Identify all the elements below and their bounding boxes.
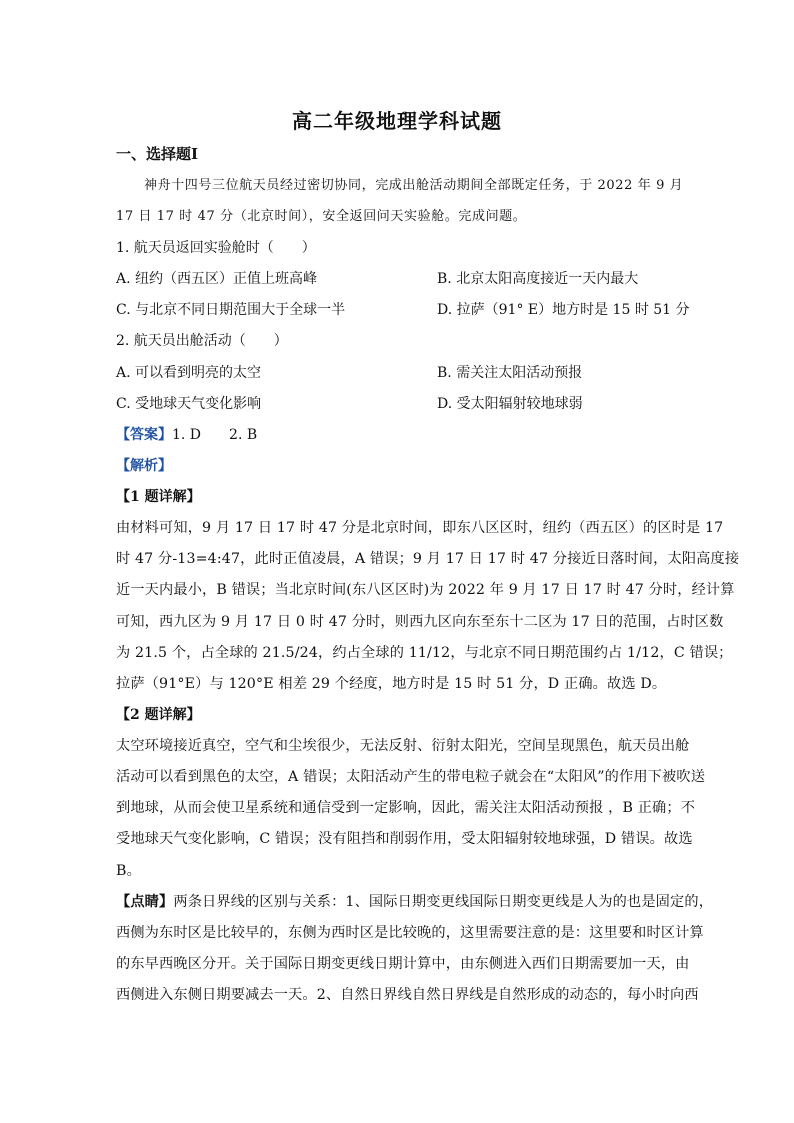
detail-1-label: 【1 题详解】 (116, 489, 201, 505)
material-line-1: 神舟十四号三位航天员经过密切协同，完成出舱活动期间全部既定任务，于 2022 年 9 月 (144, 178, 684, 193)
detail-1-line: 为 21.5 个，占全球的 21.5/24，约占全球的 11/12，与北京不同日期范围约占 1/12，C 错误； (116, 645, 733, 661)
detail-2-label: 【2 题详解】 (116, 707, 201, 723)
question-1-option-b: B. 北京太阳高度接近一天内最大 (437, 271, 639, 287)
question-1-option-a: A. 纽约（西五区）正值上班高峰 (116, 271, 318, 287)
question-1-stem: 1. 航天员返回实验舱时（ ） (116, 240, 316, 256)
answer-2: 2. B (229, 427, 258, 443)
detail-2-line: 受地球天气变化影响，C 错误；没有阻挡和削弱作用，受太阳辐射较地球强，D 错误。故选 (116, 831, 693, 847)
tip-label: 【点睛】 (116, 894, 174, 910)
detail-2-line: 太空环境接近真空，空气和尘埃很少，无法反射、衍射太阳光，空间呈现黑色，航天员出舱 (116, 738, 690, 754)
tip-line: 西侧为东时区是比较早的，东侧为西时区是比较晚的，这里需要注意的是：这里要和时区计算 (116, 925, 704, 941)
tip-line-first (116, 893, 714, 911)
question-2-option-d: D. 受太阳辐射较地球弱 (437, 396, 583, 412)
detail-2-line: 活动可以看到黑色的太空，A 错误；太阳活动产生的带电粒子就会在“太阳风”的作用下被吹送 (116, 769, 706, 785)
tip-line: 西侧进入东侧日期要减去一天。2、自然日界线自然日界线是自然形成的动态的，每小时向西 (116, 987, 699, 1003)
detail-2-line: 到地球，从而会使卫星系统和通信受到一定影响，因此，需关注太阳活动预报 ，B 正确；不 (116, 800, 696, 816)
detail-1-line: 拉萨（91°E）与 120°E 相差 29 个经度，地方时是 15 时 51 分，D 正确。故选 D。 (116, 676, 667, 692)
detail-1-line: 近一天内最小，B 错误；当北京时间(东八区区时)为 2022 年 9 月 17 日 17 时 47 分时，经计算 (116, 582, 735, 598)
answer-1: 1. D (172, 427, 202, 443)
answer-row (116, 426, 257, 444)
detail-1-line: 可知，西九区为 9 月 17 日 0 时 47 分时，则西九区向东至东十二区为 17 日的范围，占时区数 (116, 614, 724, 630)
answer-label: 【答案】 (116, 427, 172, 443)
question-2-stem: 2. 航天员出舱活动（ ） (116, 333, 288, 349)
question-2-option-c: C. 受地球天气变化影响 (116, 396, 262, 412)
question-1-option-d: D. 拉萨（91° E）地方时是 15 时 51 分 (437, 302, 690, 318)
tip-first-text: 两条日界线的区别与关系：1、国际日期变更线国际日期变更线是人为的也是固定的， (173, 894, 714, 910)
question-2-option-a: A. 可以看到明亮的太空 (116, 365, 262, 381)
question-1-option-c: C. 与北京不同日期范围大于全球一半 (116, 302, 346, 318)
section-heading: 一、选择题Ⅰ (116, 145, 199, 163)
question-2-option-b: B. 需关注太阳活动预报 (437, 365, 583, 381)
detail-1-line: 时 47 分-13=4:47，此时正值凌晨，A 错误；9 月 17 日 17 时 47 分接近日落时间，太阳高度接 (116, 551, 740, 567)
analysis-label: 【解析】 (116, 458, 172, 474)
detail-2-line: B。 (116, 863, 141, 879)
material-line-2: 17 日 17 时 47 分（北京时间），安全返回问天实验舱。完成问题。 (116, 209, 527, 224)
page-title: 高二年级地理学科试题 (292, 109, 502, 133)
tip-line: 的东早西晚区分开。关于国际日期变更线日期计算中，由东侧进入西们日期需要加一天，由 (116, 956, 690, 972)
detail-1-line: 由材料可知，9 月 17 日 17 时 47 分是北京时间，即东八区区时，纽约（西五区）的区时是 17 (116, 520, 724, 536)
